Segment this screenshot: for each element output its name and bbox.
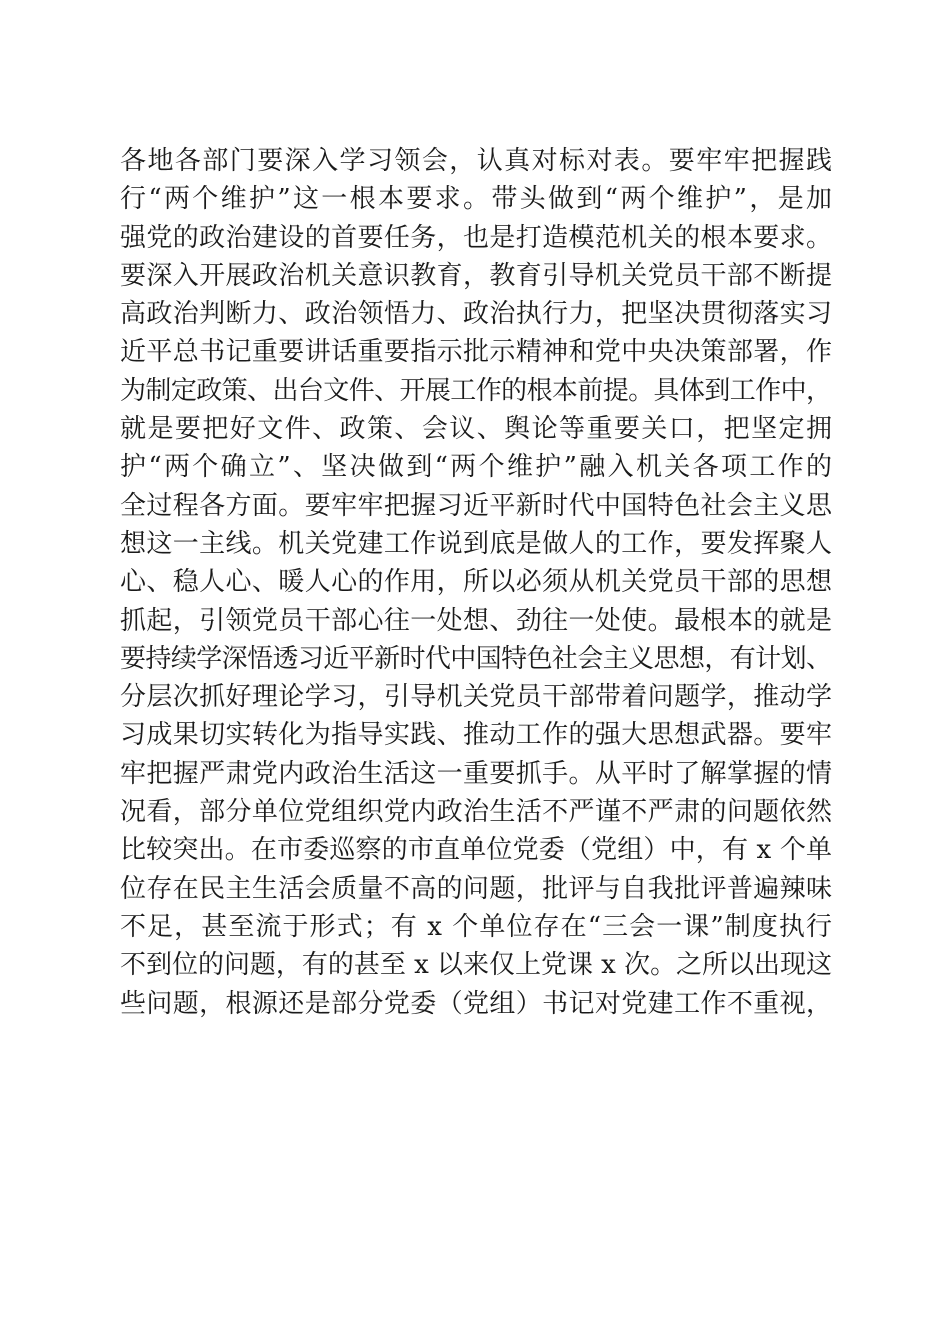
text-line-11: 想这一主线。机关党建工作说到底是做人的工作，要发挥聚人 (120, 528, 833, 559)
text-line-19: 比较突出。在市委巡察的市直单位党委（党组）中，有 x 个单 (120, 835, 833, 866)
text-line-1: 各地各部门要深入学习领会，认真对标对表。要牢牢把握践 (120, 146, 834, 176)
text-line-3: 强党的政治建设的首要任务，也是打造模范机关的根本要求。 (120, 222, 833, 253)
text-line-7: 为制定政策、出台文件、开展工作的根本前提。具体到工作中， (120, 375, 832, 406)
text-line-15: 分层次抓好理论学习，引导机关党员干部带着问题学，推动学 (120, 682, 833, 713)
text-line-8: 就是要把好文件、政策、会议、舆论等重要关口，把坚定拥 (120, 414, 834, 445)
text-line-21: 不足，甚至流于形式；有 x 个单位存在“三会一课”制度执行 (120, 911, 834, 942)
text-line-17: 牢把握严肃党内政治生活这一重要抓手。从平时了解掌握的情 (120, 758, 833, 789)
text-line-4: 要深入开展政治机关意识教育，教育引导机关党员干部不断提 (120, 260, 833, 291)
text-line-20: 位存在民主生活会质量不高的问题，批评与自我批评普遍辣味 (120, 873, 833, 904)
text-line-22: 不到位的问题，有的甚至 x 以来仅上党课 x 次。之所以出现这 (120, 950, 832, 981)
text-line-14: 要持续学深悟透习近平新时代中国特色社会主义思想，有计划、 (120, 643, 832, 674)
text-line-12: 心、稳人心、暖人心的作用，所以必须从机关党员干部的思想 (120, 567, 833, 598)
body-text (120, 142, 835, 1023)
text-line-9: 护“两个确立”、坚决做到“两个维护”融入机关各项工作的 (120, 452, 835, 483)
text-line-16: 习成果切实转化为指导实践、推动工作的强大思想武器。要牢 (120, 720, 833, 751)
text-line-18: 况看，部分单位党组织党内政治生活不严谨不严肃的问题依然 (120, 797, 833, 828)
text-line-2: 行“两个维护”这一根本要求。带头做到“两个维护”，是加 (120, 184, 835, 215)
text-line-13: 抓起，引领党员干部心往一处想、劲往一处使。最根本的就是 (120, 605, 833, 636)
text-line-5: 高政治判断力、政治领悟力、政治执行力，把坚决贯彻落实习 (120, 299, 833, 330)
text-line-6: 近平总书记重要讲话重要指示批示精神和党中央决策部署，作 (120, 337, 833, 368)
text-line-10: 全过程各方面。要牢牢把握习近平新时代中国特色社会主义思 (120, 490, 833, 521)
text-line-23: 些问题，根源还是部分党委（党组）书记对党建工作不重视， (120, 988, 833, 1019)
